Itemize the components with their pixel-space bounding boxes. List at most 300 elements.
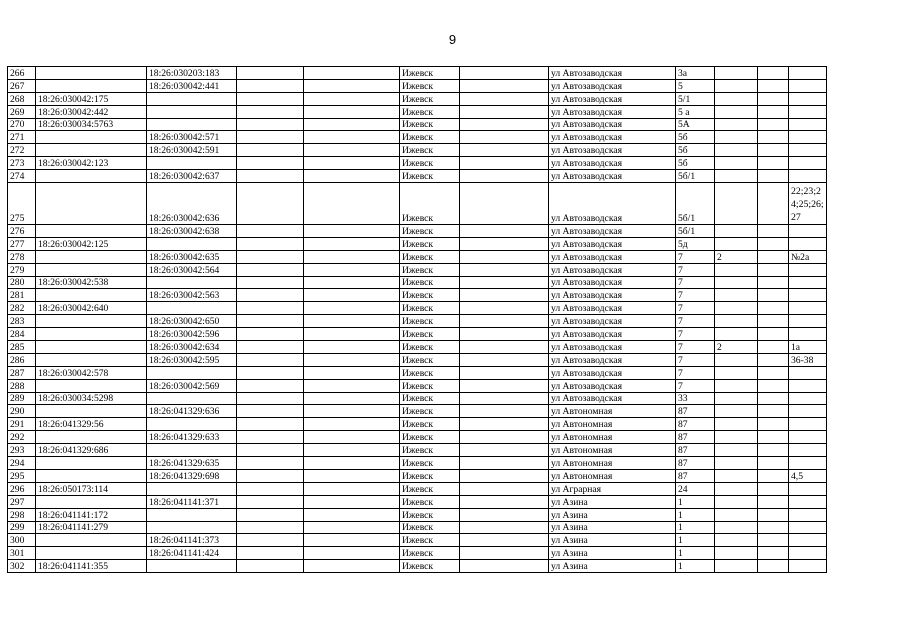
house-number-cell: 7 xyxy=(676,250,715,263)
cadastral-number-alt-cell xyxy=(147,508,237,521)
cadastral-number-alt-cell xyxy=(147,237,237,250)
street-cell: ул Автозаводская xyxy=(549,144,676,157)
empty-cell xyxy=(460,79,549,92)
apartment-cell xyxy=(789,105,827,118)
empty-cell xyxy=(460,547,549,560)
empty-cell xyxy=(758,144,789,157)
empty-cell xyxy=(460,289,549,302)
cadastral-number-alt-cell xyxy=(147,302,237,315)
house-number-cell: 24 xyxy=(676,482,715,495)
empty-cell xyxy=(237,263,304,276)
building-cell xyxy=(715,183,758,225)
empty-cell xyxy=(758,118,789,131)
street-cell: ул Автозаводская xyxy=(549,353,676,366)
building-cell: 2 xyxy=(715,341,758,354)
house-number-cell: 33 xyxy=(676,392,715,405)
cadastral-number-cell xyxy=(36,131,147,144)
cadastral-number-alt-cell: 18:26:030203:183 xyxy=(147,67,237,80)
empty-cell xyxy=(237,183,304,225)
address-register-table xyxy=(7,66,827,573)
apartment-cell xyxy=(789,521,827,534)
empty-cell xyxy=(237,392,304,405)
cadastral-number-cell xyxy=(36,547,147,560)
cadastral-number-cell xyxy=(36,431,147,444)
cadastral-number-cell xyxy=(36,225,147,238)
empty-cell xyxy=(758,276,789,289)
table-row xyxy=(8,105,827,118)
empty-cell xyxy=(237,444,304,457)
table-row xyxy=(8,482,827,495)
cadastral-number-cell xyxy=(36,263,147,276)
cadastral-number-cell xyxy=(36,469,147,482)
empty-cell xyxy=(460,353,549,366)
empty-cell xyxy=(237,92,304,105)
empty-cell xyxy=(758,521,789,534)
house-number-cell: 87 xyxy=(676,457,715,470)
house-number-cell: 1 xyxy=(676,508,715,521)
city-cell: Ижевск xyxy=(400,263,460,276)
empty-cell xyxy=(237,237,304,250)
row-number-cell: 284 xyxy=(8,328,36,341)
empty-cell xyxy=(237,250,304,263)
empty-cell xyxy=(304,328,400,341)
city-cell: Ижевск xyxy=(400,315,460,328)
empty-cell xyxy=(237,225,304,238)
row-number-cell: 283 xyxy=(8,315,36,328)
apartment-cell xyxy=(789,366,827,379)
table-body xyxy=(8,67,827,573)
cadastral-number-alt-cell xyxy=(147,444,237,457)
cadastral-number-alt-cell: 18:26:030042:571 xyxy=(147,131,237,144)
empty-cell xyxy=(304,276,400,289)
apartment-cell: 22;23;24;25;26;27 xyxy=(789,183,827,225)
cadastral-number-cell xyxy=(36,170,147,183)
city-cell: Ижевск xyxy=(400,105,460,118)
house-number-cell: 87 xyxy=(676,418,715,431)
row-number-cell: 267 xyxy=(8,79,36,92)
building-cell xyxy=(715,534,758,547)
house-number-cell: 5б/1 xyxy=(676,183,715,225)
city-cell: Ижевск xyxy=(400,379,460,392)
street-cell: ул Автозаводская xyxy=(549,237,676,250)
row-number-cell: 273 xyxy=(8,157,36,170)
cadastral-number-cell xyxy=(36,328,147,341)
empty-cell xyxy=(758,482,789,495)
building-cell xyxy=(715,79,758,92)
house-number-cell: 87 xyxy=(676,444,715,457)
apartment-cell xyxy=(789,237,827,250)
empty-cell xyxy=(237,495,304,508)
cadastral-number-cell xyxy=(36,534,147,547)
city-cell: Ижевск xyxy=(400,328,460,341)
empty-cell xyxy=(304,157,400,170)
empty-cell xyxy=(237,67,304,80)
city-cell: Ижевск xyxy=(400,237,460,250)
table-row xyxy=(8,276,827,289)
empty-cell xyxy=(460,328,549,341)
empty-cell xyxy=(758,341,789,354)
house-number-cell: 87 xyxy=(676,469,715,482)
street-cell: ул Автономная xyxy=(549,405,676,418)
building-cell xyxy=(715,547,758,560)
cadastral-number-cell: 18:26:030042:640 xyxy=(36,302,147,315)
street-cell: ул Автозаводская xyxy=(549,118,676,131)
table-row xyxy=(8,431,827,444)
empty-cell xyxy=(304,118,400,131)
city-cell: Ижевск xyxy=(400,495,460,508)
empty-cell xyxy=(758,315,789,328)
house-number-cell: 7 xyxy=(676,276,715,289)
empty-cell xyxy=(237,457,304,470)
cadastral-number-cell: 18:26:030042:538 xyxy=(36,276,147,289)
row-number-cell: 270 xyxy=(8,118,36,131)
empty-cell xyxy=(460,157,549,170)
empty-cell xyxy=(237,521,304,534)
row-number-cell: 298 xyxy=(8,508,36,521)
city-cell: Ижевск xyxy=(400,353,460,366)
table-row xyxy=(8,444,827,457)
street-cell: ул Азина xyxy=(549,495,676,508)
empty-cell xyxy=(758,444,789,457)
empty-cell xyxy=(304,105,400,118)
building-cell xyxy=(715,328,758,341)
empty-cell xyxy=(304,521,400,534)
building-cell xyxy=(715,118,758,131)
apartment-cell xyxy=(789,131,827,144)
empty-cell xyxy=(758,302,789,315)
empty-cell xyxy=(304,225,400,238)
empty-cell xyxy=(237,170,304,183)
cadastral-number-cell: 18:26:030034:5298 xyxy=(36,392,147,405)
table-row xyxy=(8,508,827,521)
empty-cell xyxy=(758,170,789,183)
house-number-cell: 5 xyxy=(676,79,715,92)
table-row xyxy=(8,353,827,366)
cadastral-number-alt-cell: 18:26:030042:591 xyxy=(147,144,237,157)
empty-cell xyxy=(304,131,400,144)
street-cell: ул Азина xyxy=(549,534,676,547)
house-number-cell: 5б xyxy=(676,157,715,170)
row-number-cell: 269 xyxy=(8,105,36,118)
street-cell: ул Автозаводская xyxy=(549,79,676,92)
apartment-cell xyxy=(789,482,827,495)
row-number-cell: 268 xyxy=(8,92,36,105)
cadastral-number-alt-cell: 18:26:041329:636 xyxy=(147,405,237,418)
cadastral-number-alt-cell: 18:26:030042:635 xyxy=(147,250,237,263)
empty-cell xyxy=(758,508,789,521)
table-row xyxy=(8,405,827,418)
building-cell xyxy=(715,263,758,276)
empty-cell xyxy=(758,92,789,105)
table-row xyxy=(8,495,827,508)
empty-cell xyxy=(758,328,789,341)
cadastral-number-alt-cell: 18:26:030042:441 xyxy=(147,79,237,92)
empty-cell xyxy=(460,405,549,418)
city-cell: Ижевск xyxy=(400,547,460,560)
table-row xyxy=(8,250,827,263)
empty-cell xyxy=(460,366,549,379)
cadastral-number-alt-cell: 18:26:030042:569 xyxy=(147,379,237,392)
empty-cell xyxy=(758,431,789,444)
city-cell: Ижевск xyxy=(400,534,460,547)
cadastral-number-cell: 18:26:050173:114 xyxy=(36,482,147,495)
building-cell xyxy=(715,405,758,418)
street-cell: ул Автозаводская xyxy=(549,157,676,170)
cadastral-number-alt-cell: 18:26:041141:424 xyxy=(147,547,237,560)
empty-cell xyxy=(237,534,304,547)
street-cell: ул Автозаводская xyxy=(549,328,676,341)
row-number-cell: 291 xyxy=(8,418,36,431)
table-row xyxy=(8,534,827,547)
apartment-cell xyxy=(789,118,827,131)
row-number-cell: 286 xyxy=(8,353,36,366)
table-row xyxy=(8,392,827,405)
cadastral-number-alt-cell: 18:26:041141:373 xyxy=(147,534,237,547)
street-cell: ул Автозаводская xyxy=(549,289,676,302)
empty-cell xyxy=(304,405,400,418)
city-cell: Ижевск xyxy=(400,276,460,289)
street-cell: ул Азина xyxy=(549,547,676,560)
empty-cell xyxy=(758,547,789,560)
cadastral-number-cell: 18:26:030034:5763 xyxy=(36,118,147,131)
empty-cell xyxy=(237,315,304,328)
house-number-cell: 7 xyxy=(676,263,715,276)
house-number-cell: 5А xyxy=(676,118,715,131)
building-cell xyxy=(715,366,758,379)
empty-cell xyxy=(304,263,400,276)
house-number-cell: 7 xyxy=(676,328,715,341)
house-number-cell: 1 xyxy=(676,547,715,560)
empty-cell xyxy=(460,315,549,328)
empty-cell xyxy=(304,560,400,573)
city-cell: Ижевск xyxy=(400,289,460,302)
empty-cell xyxy=(237,105,304,118)
cadastral-number-alt-cell xyxy=(147,366,237,379)
street-cell: ул Автозаводская xyxy=(549,225,676,238)
table-row xyxy=(8,118,827,131)
row-number-cell: 292 xyxy=(8,431,36,444)
cadastral-number-cell xyxy=(36,289,147,302)
row-number-cell: 294 xyxy=(8,457,36,470)
empty-cell xyxy=(237,144,304,157)
cadastral-number-cell xyxy=(36,379,147,392)
cadastral-number-cell xyxy=(36,405,147,418)
empty-cell xyxy=(304,237,400,250)
row-number-cell: 288 xyxy=(8,379,36,392)
empty-cell xyxy=(237,379,304,392)
cadastral-number-cell xyxy=(36,79,147,92)
city-cell: Ижевск xyxy=(400,444,460,457)
page-number: 9 xyxy=(448,32,457,47)
street-cell: ул Азина xyxy=(549,521,676,534)
table-row xyxy=(8,67,827,80)
building-cell xyxy=(715,418,758,431)
empty-cell xyxy=(237,418,304,431)
empty-cell xyxy=(237,157,304,170)
empty-cell xyxy=(304,495,400,508)
street-cell: ул Автозаводская xyxy=(549,341,676,354)
row-number-cell: 299 xyxy=(8,521,36,534)
apartment-cell xyxy=(789,315,827,328)
table-row xyxy=(8,157,827,170)
apartment-cell xyxy=(789,444,827,457)
empty-cell xyxy=(304,431,400,444)
apartment-cell: 4,5 xyxy=(789,469,827,482)
building-cell xyxy=(715,495,758,508)
empty-cell xyxy=(460,495,549,508)
empty-cell xyxy=(304,250,400,263)
table-row xyxy=(8,366,827,379)
apartment-cell xyxy=(789,157,827,170)
apartment-cell xyxy=(789,67,827,80)
house-number-cell: 5б xyxy=(676,131,715,144)
empty-cell xyxy=(758,131,789,144)
building-cell xyxy=(715,469,758,482)
empty-cell xyxy=(758,157,789,170)
row-number-cell: 296 xyxy=(8,482,36,495)
building-cell xyxy=(715,289,758,302)
building-cell xyxy=(715,315,758,328)
row-number-cell: 281 xyxy=(8,289,36,302)
empty-cell xyxy=(237,79,304,92)
empty-cell xyxy=(237,118,304,131)
cadastral-number-cell xyxy=(36,495,147,508)
table-row xyxy=(8,144,827,157)
cadastral-number-alt-cell xyxy=(147,105,237,118)
row-number-cell: 271 xyxy=(8,131,36,144)
empty-cell xyxy=(460,237,549,250)
empty-cell xyxy=(304,67,400,80)
empty-cell xyxy=(758,353,789,366)
empty-cell xyxy=(237,560,304,573)
street-cell: ул Автозаводская xyxy=(549,67,676,80)
building-cell xyxy=(715,560,758,573)
house-number-cell: 7 xyxy=(676,353,715,366)
table-row xyxy=(8,457,827,470)
empty-cell xyxy=(304,341,400,354)
empty-cell xyxy=(304,315,400,328)
city-cell: Ижевск xyxy=(400,392,460,405)
street-cell: ул Автозаводская xyxy=(549,92,676,105)
empty-cell xyxy=(460,521,549,534)
table-row xyxy=(8,341,827,354)
row-number-cell: 275 xyxy=(8,183,36,225)
building-cell xyxy=(715,431,758,444)
city-cell: Ижевск xyxy=(400,157,460,170)
empty-cell xyxy=(460,276,549,289)
table-row xyxy=(8,92,827,105)
empty-cell xyxy=(237,328,304,341)
empty-cell xyxy=(237,469,304,482)
cadastral-number-cell: 18:26:041329:686 xyxy=(36,444,147,457)
empty-cell xyxy=(304,79,400,92)
cadastral-number-alt-cell: 18:26:041329:635 xyxy=(147,457,237,470)
empty-cell xyxy=(460,534,549,547)
empty-cell xyxy=(460,144,549,157)
cadastral-number-cell: 18:26:041141:172 xyxy=(36,508,147,521)
empty-cell xyxy=(460,105,549,118)
row-number-cell: 280 xyxy=(8,276,36,289)
street-cell: ул Автозаводская xyxy=(549,315,676,328)
house-number-cell: 1 xyxy=(676,521,715,534)
street-cell: ул Автономная xyxy=(549,418,676,431)
empty-cell xyxy=(237,276,304,289)
building-cell xyxy=(715,276,758,289)
table-row xyxy=(8,315,827,328)
empty-cell xyxy=(758,392,789,405)
empty-cell xyxy=(758,263,789,276)
empty-cell xyxy=(758,250,789,263)
apartment-cell xyxy=(789,392,827,405)
empty-cell xyxy=(460,457,549,470)
empty-cell xyxy=(460,170,549,183)
cadastral-number-alt-cell: 18:26:030042:650 xyxy=(147,315,237,328)
street-cell: ул Автозаводская xyxy=(549,263,676,276)
table-row xyxy=(8,469,827,482)
apartment-cell xyxy=(789,328,827,341)
row-number-cell: 297 xyxy=(8,495,36,508)
city-cell: Ижевск xyxy=(400,118,460,131)
house-number-cell: 7 xyxy=(676,302,715,315)
street-cell: ул Автозаводская xyxy=(549,276,676,289)
row-number-cell: 287 xyxy=(8,366,36,379)
building-cell xyxy=(715,379,758,392)
empty-cell xyxy=(460,183,549,225)
empty-cell xyxy=(460,67,549,80)
cadastral-number-alt-cell: 18:26:041329:633 xyxy=(147,431,237,444)
city-cell: Ижевск xyxy=(400,560,460,573)
empty-cell xyxy=(237,289,304,302)
table-row xyxy=(8,302,827,315)
row-number-cell: 301 xyxy=(8,547,36,560)
cadastral-number-cell xyxy=(36,144,147,157)
table-row xyxy=(8,547,827,560)
table-row xyxy=(8,379,827,392)
house-number-cell: 87 xyxy=(676,431,715,444)
city-cell: Ижевск xyxy=(400,431,460,444)
apartment-cell xyxy=(789,302,827,315)
apartment-cell xyxy=(789,289,827,302)
apartment-cell xyxy=(789,144,827,157)
apartment-cell xyxy=(789,379,827,392)
house-number-cell: 1 xyxy=(676,560,715,573)
street-cell: ул Автозаводская xyxy=(549,105,676,118)
apartment-cell xyxy=(789,418,827,431)
empty-cell xyxy=(237,482,304,495)
cadastral-number-cell xyxy=(36,353,147,366)
street-cell: ул Автозаводская xyxy=(549,392,676,405)
empty-cell xyxy=(460,225,549,238)
building-cell xyxy=(715,237,758,250)
house-number-cell: 5б xyxy=(676,144,715,157)
building-cell xyxy=(715,105,758,118)
city-cell: Ижевск xyxy=(400,405,460,418)
cadastral-number-cell: 18:26:030042:175 xyxy=(36,92,147,105)
empty-cell xyxy=(460,469,549,482)
empty-cell xyxy=(758,418,789,431)
apartment-cell: №2а xyxy=(789,250,827,263)
cadastral-number-alt-cell: 18:26:030042:637 xyxy=(147,170,237,183)
empty-cell xyxy=(460,92,549,105)
cadastral-number-alt-cell xyxy=(147,157,237,170)
apartment-cell xyxy=(789,263,827,276)
city-cell: Ижевск xyxy=(400,183,460,225)
street-cell: ул Азина xyxy=(549,560,676,573)
cadastral-number-alt-cell xyxy=(147,560,237,573)
street-cell: ул Автономная xyxy=(549,444,676,457)
empty-cell xyxy=(758,79,789,92)
house-number-cell: 1 xyxy=(676,534,715,547)
